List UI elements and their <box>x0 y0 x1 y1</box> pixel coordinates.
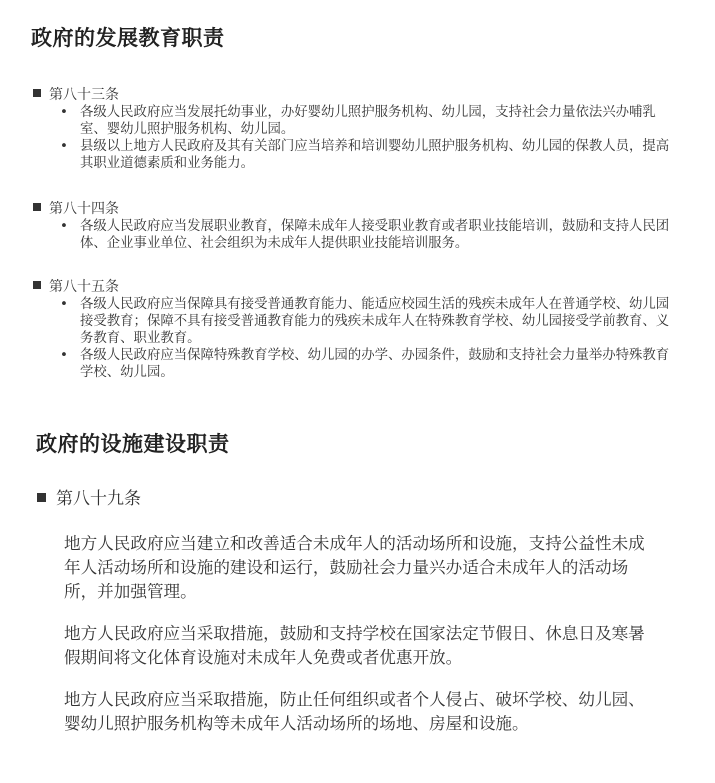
bullet-dot-icon: • <box>60 219 68 234</box>
list-item-text: 各级人民政府应当保障特殊教育学校、幼儿园的办学、办园条件，鼓励和支持社会力量举办特殊教育学校、幼儿园。 <box>80 348 670 380</box>
article-label: 第八十九条 <box>56 489 141 509</box>
square-bullet-icon <box>33 203 41 211</box>
article-heading-84 <box>33 198 119 218</box>
square-bullet-icon <box>37 493 46 502</box>
list-item-text: 各级人民政府应当保障具有接受普通教育能力、能适应校园生活的残疾未成年人在普通学校、幼儿园接受教育；保障不具有接受普通教育能力的残疾未成年人在特殊教育学校、幼儿园接受学前教育、义务教育、职业教育。 <box>80 297 670 346</box>
list-item-text: 县级以上地方人民政府及其有关部门应当培养和培训婴幼儿照护服务机构、幼儿园的保教人员，提高其职业道德素质和业务能力。 <box>80 139 670 171</box>
paragraph: 地方人民政府应当建立和改善适合未成年人的活动场所和设施，支持公益性未成年人活动场所和设施的建设和运行，鼓励社会力量兴办适合未成年人的活动场所，并加强管理。 <box>64 534 645 601</box>
bullet-dot-icon: • <box>60 297 68 312</box>
article-heading-83 <box>33 84 119 104</box>
list-item <box>60 218 675 252</box>
article-label: 第八十五条 <box>49 279 119 295</box>
bullet-dot-icon: • <box>60 105 68 120</box>
section-title-education: 政府的发展教育职责 <box>31 26 225 50</box>
article-84-list <box>60 218 675 252</box>
article-85-list <box>60 296 675 381</box>
article-83-list <box>60 104 675 172</box>
paragraph: 地方人民政府应当采取措施，防止任何组织或者个人侵占、破坏学校、幼儿园、婴幼儿照护服务机构等未成年人活动场所的场地、房屋和设施。 <box>64 690 645 733</box>
list-item-text: 各级人民政府应当发展托幼事业，办好婴幼儿照护服务机构、幼儿园，支持社会力量依法兴办哺乳室、婴幼儿照护服务机构、幼儿园。 <box>80 105 656 137</box>
list-item-text: 各级人民政府应当发展职业教育，保障未成年人接受职业教育或者职业技能培训，鼓励和支持人民团体、企业事业单位、社会组织为未成年人提供职业技能培训服务。 <box>80 219 670 251</box>
paragraph: 地方人民政府应当采取措施，鼓励和支持学校在国家法定节假日、休息日及寒暑假期间将文化体育设施对未成年人免费或者优惠开放。 <box>64 624 645 667</box>
bullet-dot-icon: • <box>60 348 68 363</box>
square-bullet-icon <box>33 281 41 289</box>
square-bullet-icon <box>33 89 41 97</box>
list-item <box>60 104 675 138</box>
section-title-facilities: 政府的设施建设职责 <box>36 432 230 456</box>
article-label: 第八十四条 <box>49 201 119 217</box>
list-item <box>60 138 675 172</box>
list-item <box>60 347 675 381</box>
article-label: 第八十三条 <box>49 87 119 103</box>
list-item <box>60 296 675 347</box>
article-heading-89 <box>37 484 141 509</box>
bullet-dot-icon: • <box>60 139 68 154</box>
article-heading-85 <box>33 276 119 296</box>
